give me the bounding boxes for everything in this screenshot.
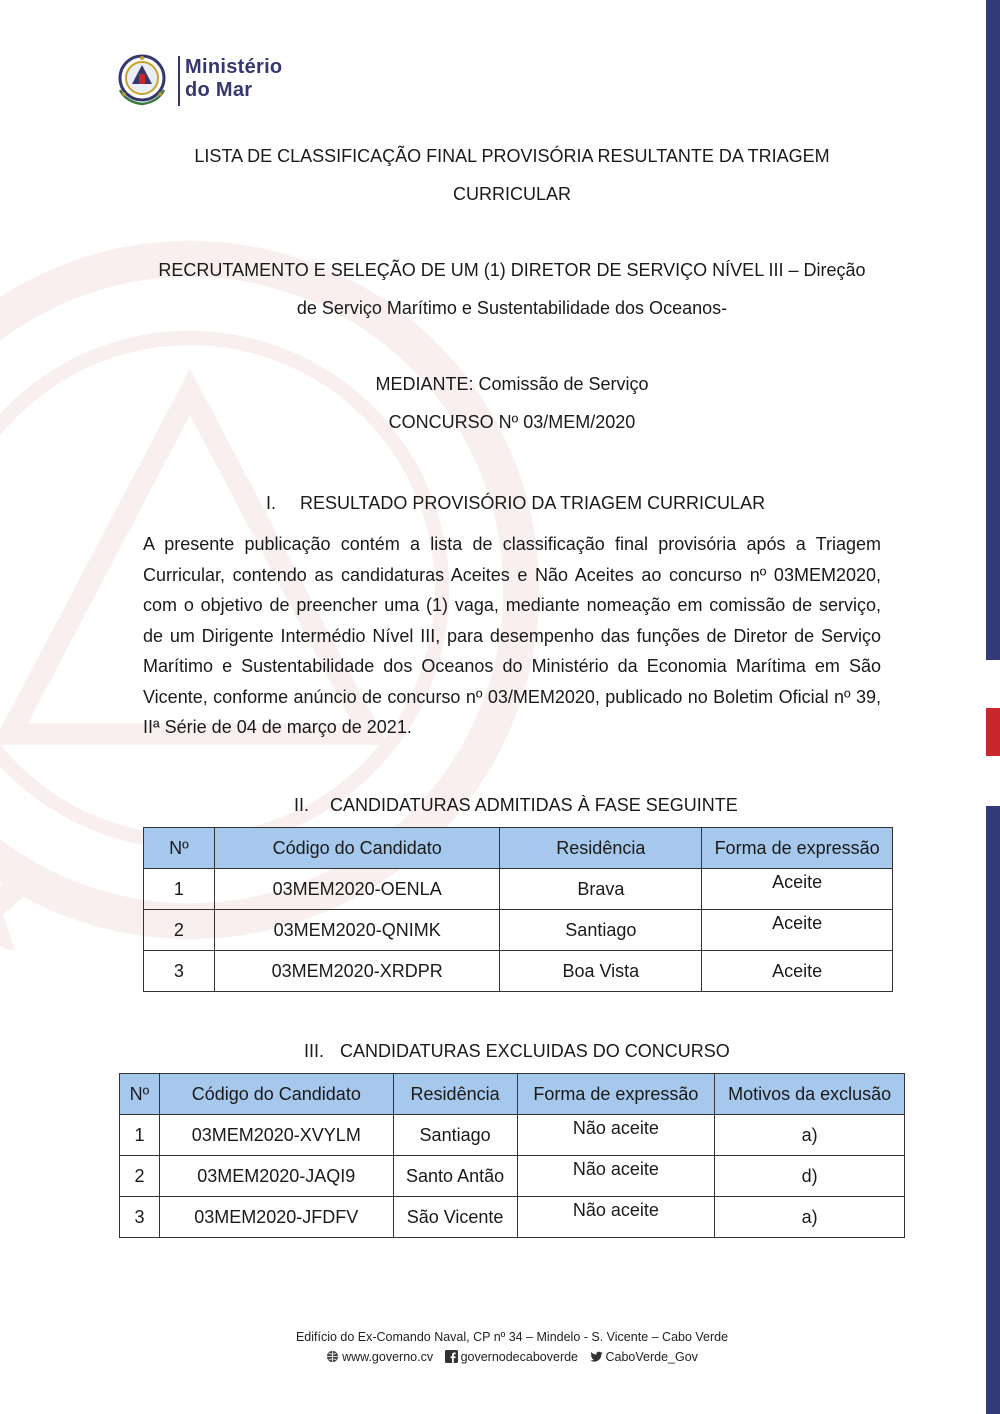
section1-paragraph: A presente publicação contém a lista de classificação final provisória após a Triagem Curricular, contendo as candidaturas Aceites e Não Aceites ao concurso nº 03MEM2020, com o objetivo de preencher uma (1) vaga, mediante nomeação em comissão de serviço, de um Dirigente Intermédio Nível III, para desempenho das funções de Diretor de Serviço Marítimo e Sustentabilidade dos Oceanos do Ministério da Economia Marítima em São Vicente, conforme anúncio de concurso nº 03/MEM2020, publicado no Boletim Oficial nº 39, IIª Série de 04 de março de 2021. <box>143 534 881 737</box>
edge-stripe-blue-top <box>986 0 1000 660</box>
section2-title: CANDIDATURAS ADMITIDAS À FASE SEGUINTE <box>330 795 738 815</box>
cell-code: 03MEM2020-JFDFV <box>159 1197 393 1238</box>
section2-roman: II. <box>294 795 310 815</box>
footer-web-text[interactable]: www.governo.cv <box>342 1350 434 1364</box>
document-title-line2: CURRICULAR <box>452 184 571 204</box>
footer-address: Edifício do Ex-Comando Naval, CP nº 34 – Mindelo - S. Vicente – Cabo Verde <box>295 1330 729 1344</box>
admitted-candidates-table <box>143 827 893 992</box>
cell-reason: a) <box>715 1197 905 1238</box>
cell-form: Aceite <box>702 869 893 910</box>
cell-form: Aceite <box>702 951 893 992</box>
cell-code: 03MEM2020-XRDPR <box>214 951 500 992</box>
section3-heading <box>304 1041 730 1062</box>
logo-line2: do Mar <box>185 79 253 101</box>
cell-code: 03MEM2020-QNIMK <box>214 910 500 951</box>
logo-divider <box>178 56 180 106</box>
footer-links <box>12 1350 1000 1364</box>
cell-residence: Santiago <box>393 1115 517 1156</box>
cell-form: Não aceite <box>517 1156 715 1197</box>
column-header-reason: Motivos da exclusão <box>715 1074 905 1115</box>
footer-facebook-text[interactable]: governodecaboverde <box>460 1350 579 1364</box>
column-header-number: Nº <box>120 1074 160 1115</box>
concurso-number: CONCURSO Nº 03/MEM/2020 <box>388 412 636 432</box>
section3-title: CANDIDATURAS EXCLUIDAS DO CONCURSO <box>340 1041 730 1061</box>
column-header-code: Código do Candidato <box>214 828 500 869</box>
edge-stripe-blue-bottom <box>986 806 1000 1414</box>
cell-reason: a) <box>715 1115 905 1156</box>
table-row <box>144 910 893 951</box>
cell-residence: São Vicente <box>393 1197 517 1238</box>
logo-line1: Ministério <box>185 56 283 78</box>
cell-number: 1 <box>120 1115 160 1156</box>
logo-text <box>185 56 282 102</box>
coat-of-arms-emblem <box>112 50 172 110</box>
column-header-residence: Residência <box>393 1074 517 1115</box>
cell-number: 1 <box>144 869 215 910</box>
cell-reason: d) <box>715 1156 905 1197</box>
cell-code: 03MEM2020-XVYLM <box>159 1115 393 1156</box>
table-row <box>120 1197 905 1238</box>
table-header-row <box>120 1074 905 1115</box>
twitter-icon <box>590 1350 603 1363</box>
cell-residence: Boa Vista <box>500 951 702 992</box>
footer-facebook[interactable] <box>445 1350 582 1364</box>
cell-number: 3 <box>144 951 215 992</box>
column-header-code: Código do Candidato <box>159 1074 393 1115</box>
column-header-residence: Residência <box>500 828 702 869</box>
facebook-icon <box>445 1350 458 1363</box>
section1-heading <box>266 493 765 514</box>
mediante-line: MEDIANTE: Comissão de Serviço <box>375 374 649 394</box>
excluded-candidates-table <box>119 1073 905 1238</box>
edge-stripe-red <box>986 708 1000 756</box>
table-header-row <box>144 828 893 869</box>
column-header-number: Nº <box>144 828 215 869</box>
section2-heading <box>294 795 738 816</box>
globe-icon <box>326 1350 339 1363</box>
cell-number: 3 <box>120 1197 160 1238</box>
section3-roman: III. <box>304 1041 325 1061</box>
ministry-logo <box>112 50 302 112</box>
document-title-line1: LISTA DE CLASSIFICAÇÃO FINAL PROVISÓRIA RESULTANTE DA TRIAGEM <box>194 146 830 166</box>
section1-title: RESULTADO PROVISÓRIO DA TRIAGEM CURRICULAR <box>300 493 766 513</box>
recruitment-line2: de Serviço Marítimo e Sustentabilidade dos Oceanos- <box>296 298 728 318</box>
footer-twitter-text[interactable]: CaboVerde_Gov <box>605 1350 698 1364</box>
cell-number: 2 <box>120 1156 160 1197</box>
cell-code: 03MEM2020-JAQI9 <box>159 1156 393 1197</box>
table-row <box>144 951 893 992</box>
column-header-form: Forma de expressão <box>517 1074 715 1115</box>
footer-twitter[interactable] <box>590 1350 698 1364</box>
cell-number: 2 <box>144 910 215 951</box>
cell-residence: Brava <box>500 869 702 910</box>
cell-residence: Santo Antão <box>393 1156 517 1197</box>
recruitment-line1: RECRUTAMENTO E SELEÇÃO DE UM (1) DIRETOR DE SERVIÇO NÍVEL III – Direção <box>158 260 866 280</box>
column-header-form: Forma de expressão <box>702 828 893 869</box>
table-row <box>120 1156 905 1197</box>
cell-form: Não aceite <box>517 1115 715 1156</box>
table-row <box>120 1115 905 1156</box>
cell-residence: Santiago <box>500 910 702 951</box>
cell-code: 03MEM2020-OENLA <box>214 869 500 910</box>
section1-roman: I. <box>266 493 277 513</box>
table-row <box>144 869 893 910</box>
cell-form: Aceite <box>702 910 893 951</box>
footer-web[interactable] <box>326 1350 437 1364</box>
cell-form: Não aceite <box>517 1197 715 1238</box>
